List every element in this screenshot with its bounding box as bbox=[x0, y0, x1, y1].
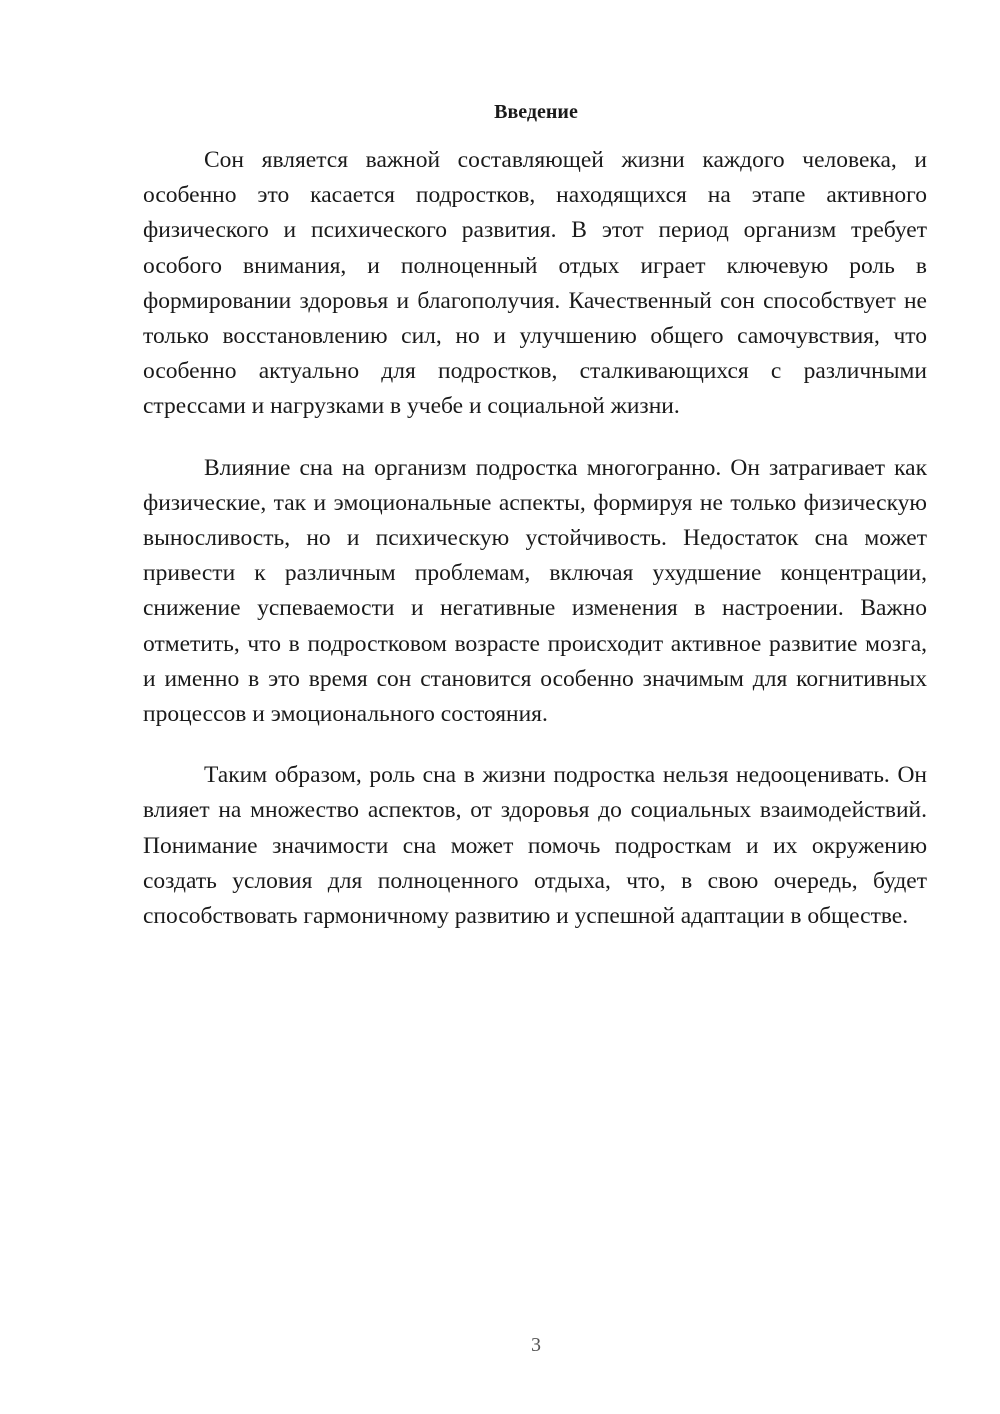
paragraph-2: Влияние сна на организм подростка многогранно. Он затрагивает как физические, так и эмоциональные аспекты, формируя не только физическую выносливость, но и психическую устойчивость. Недостаток сна может привести к различным проблемам, включая ухудшение концентрации, снижение успеваемости и негативные изменения в настроении. Важно отметить, что в подростковом возрасте происходит активное развитие мозга, и именно в это время сон становится особенно значимым для когнитивных процессов и эмоционального состояния. bbox=[143, 454, 927, 728]
paragraph-1: Сон является важной составляющей жизни каждого человека, и особенно это касается подростков, находящихся на этапе активного физического и психического развития. В этот период организм требует особого внимания, и полноценный отдых играет ключевую роль в формировании здоровья и благополучия. Качественный сон способствует не только восстановлению сил, но и улучшению общего самочувствия, что особенно актуально для подростков, сталкивающихся с различными стрессами и нагрузками в учебе и социальной жизни. bbox=[143, 147, 927, 420]
paragraph-3: Таким образом, роль сна в жизни подростка нельзя недооценивать. Он влияет на множество аспектов, от здоровья до социальных взаимодействий. Понимание значимости сна может помочь подросткам и их окружению создать условия для полноценного отдыха, что, в свою очередь, будет способствовать гармоничному развитию и успешной адаптации в обществе. bbox=[143, 762, 927, 930]
page-number: 3 bbox=[531, 1334, 541, 1356]
section-heading: Введение bbox=[494, 101, 578, 123]
body-text bbox=[143, 143, 927, 960]
